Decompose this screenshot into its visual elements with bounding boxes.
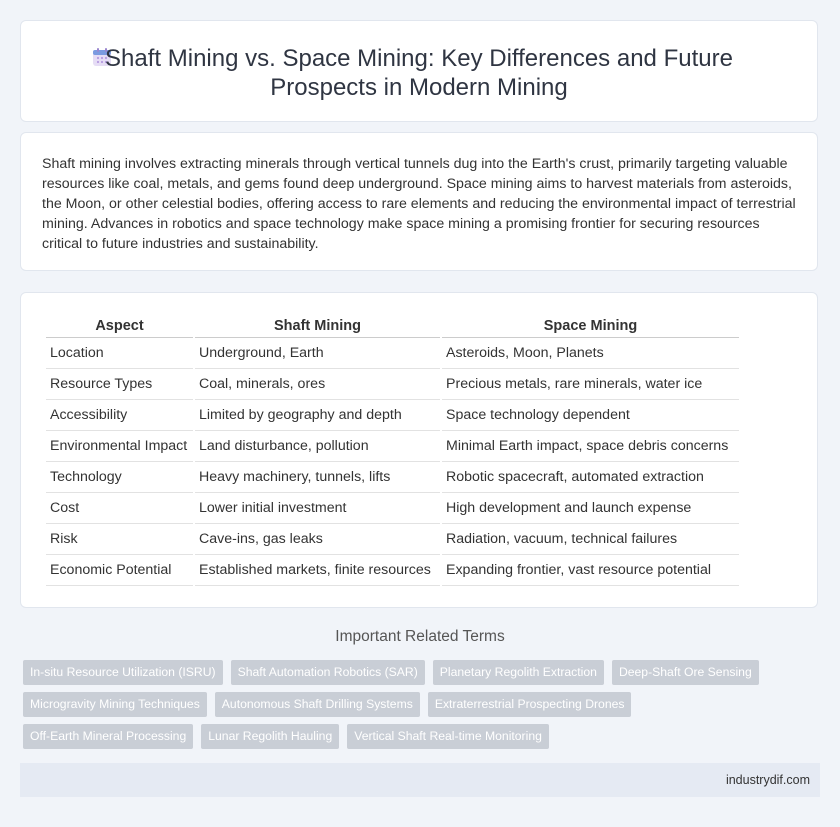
table-cell: Environmental Impact bbox=[46, 431, 193, 462]
table-cell: Minimal Earth impact, space debris concerns bbox=[442, 431, 739, 462]
related-term-tag[interactable]: Extraterrestrial Prospecting Drones bbox=[428, 692, 632, 717]
related-term-tag[interactable]: Planetary Regolith Extraction bbox=[433, 660, 604, 685]
table-row bbox=[46, 431, 739, 462]
table-cell: Radiation, vacuum, technical failures bbox=[442, 524, 739, 555]
table-cell: Lower initial investment bbox=[195, 493, 440, 524]
related-term-tag[interactable]: Vertical Shaft Real-time Monitoring bbox=[347, 724, 549, 749]
page-title: Shaft Mining vs. Space Mining: Key Differences and Future Prospects in Modern Mining bbox=[105, 45, 733, 101]
related-term-tag[interactable]: Deep-Shaft Ore Sensing bbox=[612, 660, 759, 685]
table-cell: Space technology dependent bbox=[442, 400, 739, 431]
table-cell: Risk bbox=[46, 524, 193, 555]
comparison-table bbox=[44, 315, 741, 586]
table-row bbox=[46, 524, 739, 555]
intro-paragraph: Shaft mining involves extracting minerals through vertical tunnels dug into the Earth's crust, primarily targeting valuable resources like coal, metals, and gems found deep underground. Space mining aims to harvest materials from asteroids, the Moon, or other celestial bodies, offering access to rare elements and reducing the environmental impact of terrestrial mining. Advances in robotics and space technology make space mining a promising frontier for securing resources critical to future industries and sustainability. bbox=[42, 156, 796, 252]
related-term-tag[interactable]: Shaft Automation Robotics (SAR) bbox=[231, 660, 425, 685]
comparison-card bbox=[20, 292, 818, 608]
table-row bbox=[46, 369, 739, 400]
table-row bbox=[46, 338, 739, 369]
table-cell: Economic Potential bbox=[46, 555, 193, 586]
related-term-tag[interactable]: Autonomous Shaft Drilling Systems bbox=[215, 692, 420, 717]
table-header-row bbox=[46, 315, 739, 338]
table-cell: Accessibility bbox=[46, 400, 193, 431]
table-row bbox=[46, 493, 739, 524]
table-cell: High development and launch expense bbox=[442, 493, 739, 524]
footer bbox=[20, 763, 820, 797]
table-cell: Land disturbance, pollution bbox=[195, 431, 440, 462]
related-terms-list bbox=[23, 660, 803, 756]
table-row bbox=[46, 400, 739, 431]
table-cell: Location bbox=[46, 338, 193, 369]
column-header-space-mining: Space Mining bbox=[442, 315, 739, 338]
related-term-tag[interactable]: In-situ Resource Utilization (ISRU) bbox=[23, 660, 223, 685]
intro-card bbox=[20, 132, 818, 271]
table-cell: Asteroids, Moon, Planets bbox=[442, 338, 739, 369]
table-cell: Heavy machinery, tunnels, lifts bbox=[195, 462, 440, 493]
table-cell: Resource Types bbox=[46, 369, 193, 400]
table-cell: Established markets, finite resources bbox=[195, 555, 440, 586]
table-cell: Underground, Earth bbox=[195, 338, 440, 369]
table-row bbox=[46, 462, 739, 493]
table-cell: Technology bbox=[46, 462, 193, 493]
related-term-tag[interactable]: Microgravity Mining Techniques bbox=[23, 692, 207, 717]
table-cell: Expanding frontier, vast resource potential bbox=[442, 555, 739, 586]
table-cell: Cost bbox=[46, 493, 193, 524]
footer-site-link[interactable]: industrydif.com bbox=[725, 773, 810, 787]
table-cell: Coal, minerals, ores bbox=[195, 369, 440, 400]
related-terms-title: Important Related Terms bbox=[335, 628, 505, 645]
table-cell: Limited by geography and depth bbox=[195, 400, 440, 431]
related-term-tag[interactable]: Off-Earth Mineral Processing bbox=[23, 724, 193, 749]
column-header-aspect: Aspect bbox=[46, 315, 193, 338]
table-cell: Precious metals, rare minerals, water ice bbox=[442, 369, 739, 400]
table-cell: Cave-ins, gas leaks bbox=[195, 524, 440, 555]
title-card bbox=[20, 20, 818, 122]
table-row bbox=[46, 555, 739, 586]
table-cell: Robotic spacecraft, automated extraction bbox=[442, 462, 739, 493]
related-term-tag[interactable]: Lunar Regolith Hauling bbox=[201, 724, 339, 749]
column-header-shaft-mining: Shaft Mining bbox=[195, 315, 440, 338]
